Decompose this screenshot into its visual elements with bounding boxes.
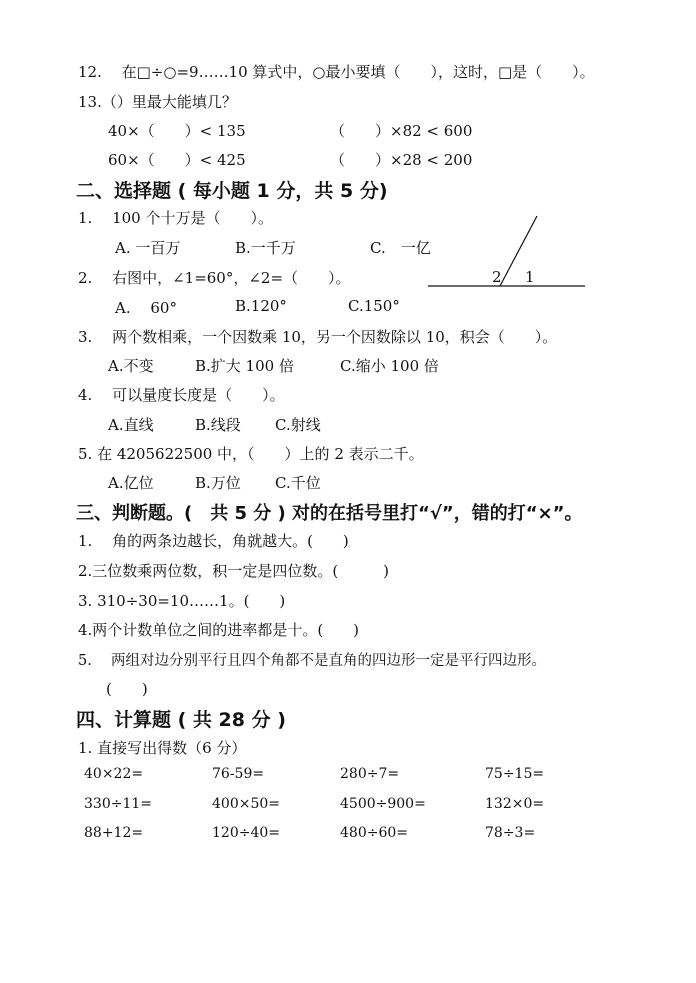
choice-q1: 1. 100 个十万是（ ）。 [78, 209, 273, 227]
question-13: 13.（）里最大能填几？ [78, 93, 237, 111]
calc-item: 280÷7= [340, 766, 400, 782]
choice-q3-option-b: B.扩大 100 倍 [195, 357, 294, 375]
choice-q2-option-b: B.120° [235, 297, 287, 315]
calc-item: 480÷60= [340, 825, 408, 841]
section-heading-calc: 四、计算题 ( 共 28 分 ) [76, 709, 286, 731]
choice-q4-option-a: A.直线 [108, 416, 154, 434]
choice-q3-option-a: A.不变 [108, 357, 154, 375]
choice-q2-option-a: A. 60° [115, 299, 177, 317]
choice-q5-option-a: A.亿位 [108, 474, 154, 492]
choice-q2-option-c: C.150° [348, 297, 400, 315]
calc-item: 330÷11= [84, 796, 152, 812]
angle-label-2: 2 [492, 268, 502, 286]
q13-item-2: （ ）×82 < 600 [330, 122, 473, 140]
choice-q1-option-c: C. 一亿 [370, 239, 431, 257]
calc-item: 40×22= [84, 766, 144, 782]
choice-q3-option-c: C.缩小 100 倍 [340, 357, 439, 375]
calc-item: 132×0= [485, 796, 545, 812]
choice-q4: 4. 可以量度长度是（ ）。 [78, 386, 285, 404]
judge-q5-bracket: ( ) [106, 680, 148, 698]
choice-q1-option-b: B.一千万 [235, 239, 296, 257]
calc-item: 78÷3= [485, 825, 536, 841]
calc-item: 400×50= [212, 796, 280, 812]
choice-q4-option-b: B.线段 [195, 416, 241, 434]
choice-q4-option-c: C.射线 [275, 416, 321, 434]
section-heading-judge: 三、判断题。( 共 5 分 ) 对的在括号里打“√”，错的打“×”。 [76, 503, 583, 524]
judge-q1: 1. 角的两条边越长，角就越大。( ) [78, 532, 349, 550]
angle-label-1: 1 [525, 268, 535, 286]
choice-q5-option-b: B.万位 [195, 474, 241, 492]
question-12: 12. 在□÷○=9……10 算式中，○最小要填（ ），这时，□是（ ）。 [78, 63, 595, 81]
calc-item: 76-59= [212, 766, 265, 782]
calc-item: 120÷40= [212, 825, 280, 841]
calc-sub1-title: 1. 直接写出得数（6 分） [78, 739, 247, 757]
calc-item: 88+12= [84, 825, 144, 841]
q13-item-3: 60×（ ）< 425 [108, 151, 246, 169]
calc-item: 75÷15= [485, 766, 545, 782]
choice-q1-option-a: A. 一百万 [115, 239, 181, 257]
q13-item-1: 40×（ ）< 135 [108, 122, 246, 140]
section-heading-choice: 二、选择题 ( 每小题 1 分，共 5 分) [76, 180, 388, 202]
judge-q2: 2.三位数乘两位数，积一定是四位数。( ) [78, 562, 390, 580]
choice-q5: 5. 在 4205622500 中，（ ）上的 2 表示二千。 [78, 445, 424, 463]
choice-q3: 3. 两个数相乘，一个因数乘 10，另一个因数除以 10，积会（ ）。 [78, 328, 558, 346]
calc-item: 4500÷900= [340, 796, 426, 812]
judge-q3: 3. 310÷30=10……1。( ) [78, 592, 286, 610]
judge-q5: 5. 两组对边分别平行且四个角都不是直角的四边形一定是平行四边形。 [78, 653, 546, 669]
choice-q5-option-c: C.千位 [275, 474, 321, 492]
choice-q2: 2. 右图中，∠1=60°，∠2=（ ）。 [78, 269, 351, 287]
q13-item-4: （ ）×28 < 200 [330, 151, 473, 169]
judge-q4: 4.两个计数单位之间的进率都是十。( ) [78, 621, 360, 639]
